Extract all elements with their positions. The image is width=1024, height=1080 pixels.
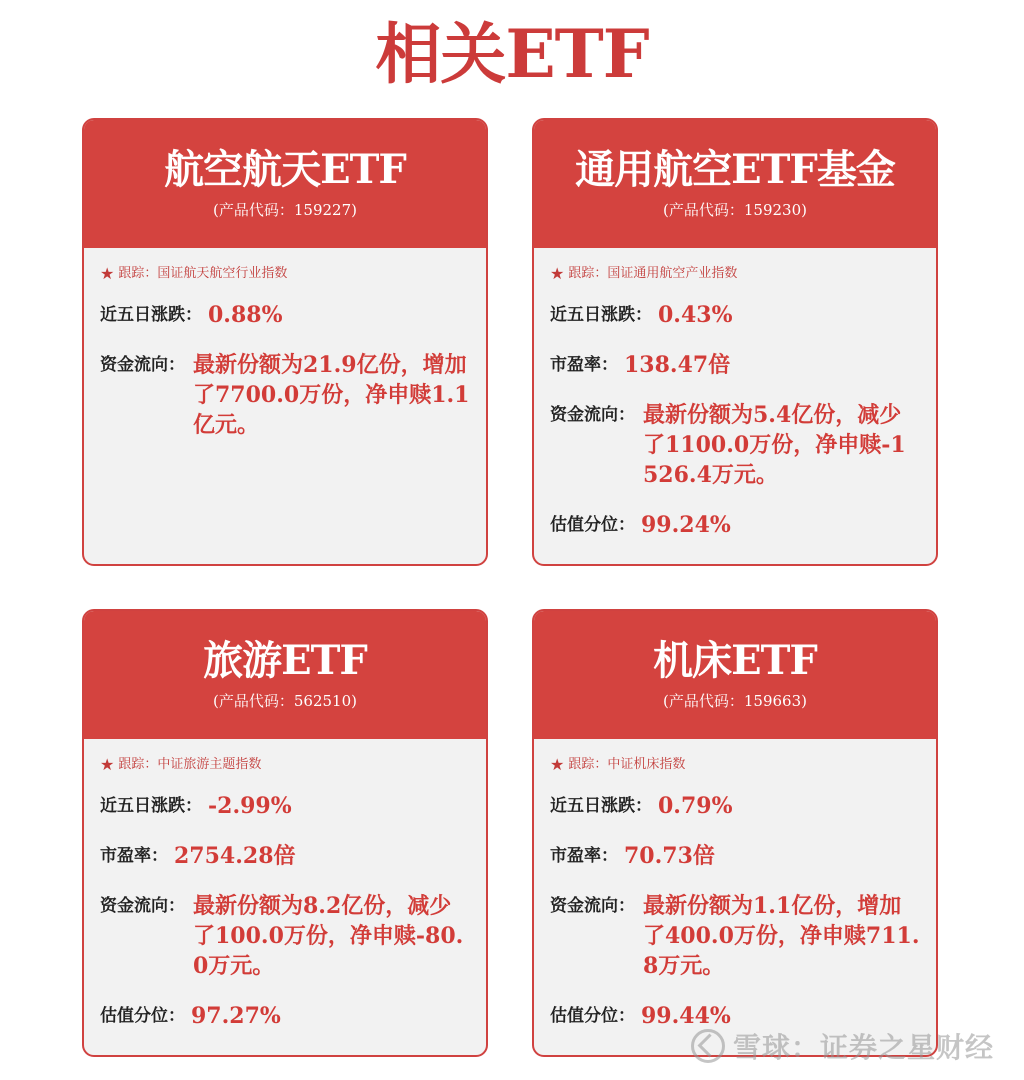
five-day-change-value: 0.79%	[658, 793, 733, 819]
product-code: (产品代码：159230)	[663, 201, 807, 219]
valuation-percentile-label: 估值分位：	[100, 1006, 185, 1026]
tracking-index	[100, 264, 470, 284]
fund-flow-label: 资金流向：	[550, 405, 635, 425]
card-header	[84, 611, 486, 739]
five-day-change-value: 0.88%	[208, 302, 283, 328]
fund-flow-row	[100, 891, 470, 981]
five-day-change-row	[100, 791, 470, 821]
card-body	[534, 739, 936, 1031]
card-title: 航空航天ETF	[164, 146, 406, 193]
fund-flow-value: 最新份额为1.1亿份，增加了400.0万份，净申赎711.8万元。	[643, 893, 920, 979]
product-code: (产品代码：159227)	[213, 201, 357, 219]
fund-flow-row	[550, 400, 920, 490]
tracking-index	[550, 264, 920, 284]
five-day-change-label: 近五日涨跌：	[550, 796, 652, 816]
card-title: 旅游ETF	[203, 637, 367, 684]
star-icon: ★	[550, 264, 565, 283]
card-body	[84, 248, 486, 440]
card-header	[84, 120, 486, 248]
pe-ratio-label: 市盈率：	[550, 355, 618, 375]
pe-ratio-row	[550, 841, 920, 871]
pe-ratio-label: 市盈率：	[550, 846, 618, 866]
fund-flow-label: 资金流向：	[100, 355, 185, 375]
product-code: (产品代码：159663)	[663, 692, 807, 710]
star-icon: ★	[100, 755, 115, 774]
five-day-change-row	[100, 300, 470, 330]
five-day-change-value: 0.43%	[658, 302, 733, 328]
five-day-change-label: 近五日涨跌：	[550, 305, 652, 325]
card-body	[534, 248, 936, 540]
card-title: 机床ETF	[653, 637, 817, 684]
five-day-change-label: 近五日涨跌：	[100, 796, 202, 816]
card-body	[84, 739, 486, 1031]
etf-card-aerospace	[82, 118, 488, 566]
valuation-percentile-label: 估值分位：	[550, 1006, 635, 1026]
etf-card-tourism	[82, 609, 488, 1057]
fund-flow-value: 最新份额为5.4亿份，减少了1100.0万份，净申赎-1526.4万元。	[643, 402, 906, 488]
pe-ratio-value: 138.47倍	[624, 352, 731, 378]
watermark-text: 雪球：证券之星财经	[732, 1031, 994, 1064]
star-icon: ★	[550, 755, 565, 774]
valuation-percentile-row	[100, 1001, 470, 1031]
watermark	[691, 1026, 994, 1066]
five-day-change-label: 近五日涨跌：	[100, 305, 202, 325]
valuation-percentile-value: 97.27%	[191, 1003, 281, 1029]
five-day-change-row	[550, 300, 920, 330]
tracking-index-text: 跟踪：国证通用航空产业指数	[568, 266, 738, 281]
valuation-percentile-value: 99.24%	[641, 512, 731, 538]
fund-flow-value: 最新份额为8.2亿份，减少了100.0万份，净申赎-80.0万元。	[193, 893, 464, 979]
pe-ratio-value: 70.73倍	[624, 843, 715, 869]
five-day-change-row	[550, 791, 920, 821]
pe-ratio-label: 市盈率：	[100, 846, 168, 866]
valuation-percentile-label: 估值分位：	[550, 515, 635, 535]
star-icon: ★	[100, 264, 115, 283]
tracking-index	[100, 755, 470, 775]
pe-ratio-value: 2754.28倍	[174, 843, 296, 869]
pe-ratio-row	[550, 350, 920, 380]
fund-flow-label: 资金流向：	[550, 896, 635, 916]
fund-flow-row	[100, 350, 470, 440]
etf-card-machine-tool	[532, 609, 938, 1057]
fund-flow-label: 资金流向：	[100, 896, 185, 916]
etf-card-general-aviation	[532, 118, 938, 566]
page-title: 相关ETF	[375, 15, 649, 93]
valuation-percentile-value: 99.44%	[641, 1003, 731, 1029]
fund-flow-row	[550, 891, 920, 981]
tracking-index-text: 跟踪：中证机床指数	[568, 757, 686, 772]
pe-ratio-row	[100, 841, 470, 871]
five-day-change-value: -2.99%	[208, 793, 292, 819]
valuation-percentile-row	[550, 510, 920, 540]
tracking-index	[550, 755, 920, 775]
product-code: (产品代码：562510)	[213, 692, 357, 710]
snowball-icon	[691, 1029, 725, 1063]
card-title: 通用航空ETF基金	[575, 146, 895, 193]
fund-flow-value: 最新份额为21.9亿份，增加了7700.0万份，净申赎1.1亿元。	[193, 352, 470, 438]
card-header	[534, 120, 936, 248]
tracking-index-text: 跟踪：中证旅游主题指数	[118, 757, 262, 772]
card-header	[534, 611, 936, 739]
tracking-index-text: 跟踪：国证航天航空行业指数	[118, 266, 288, 281]
